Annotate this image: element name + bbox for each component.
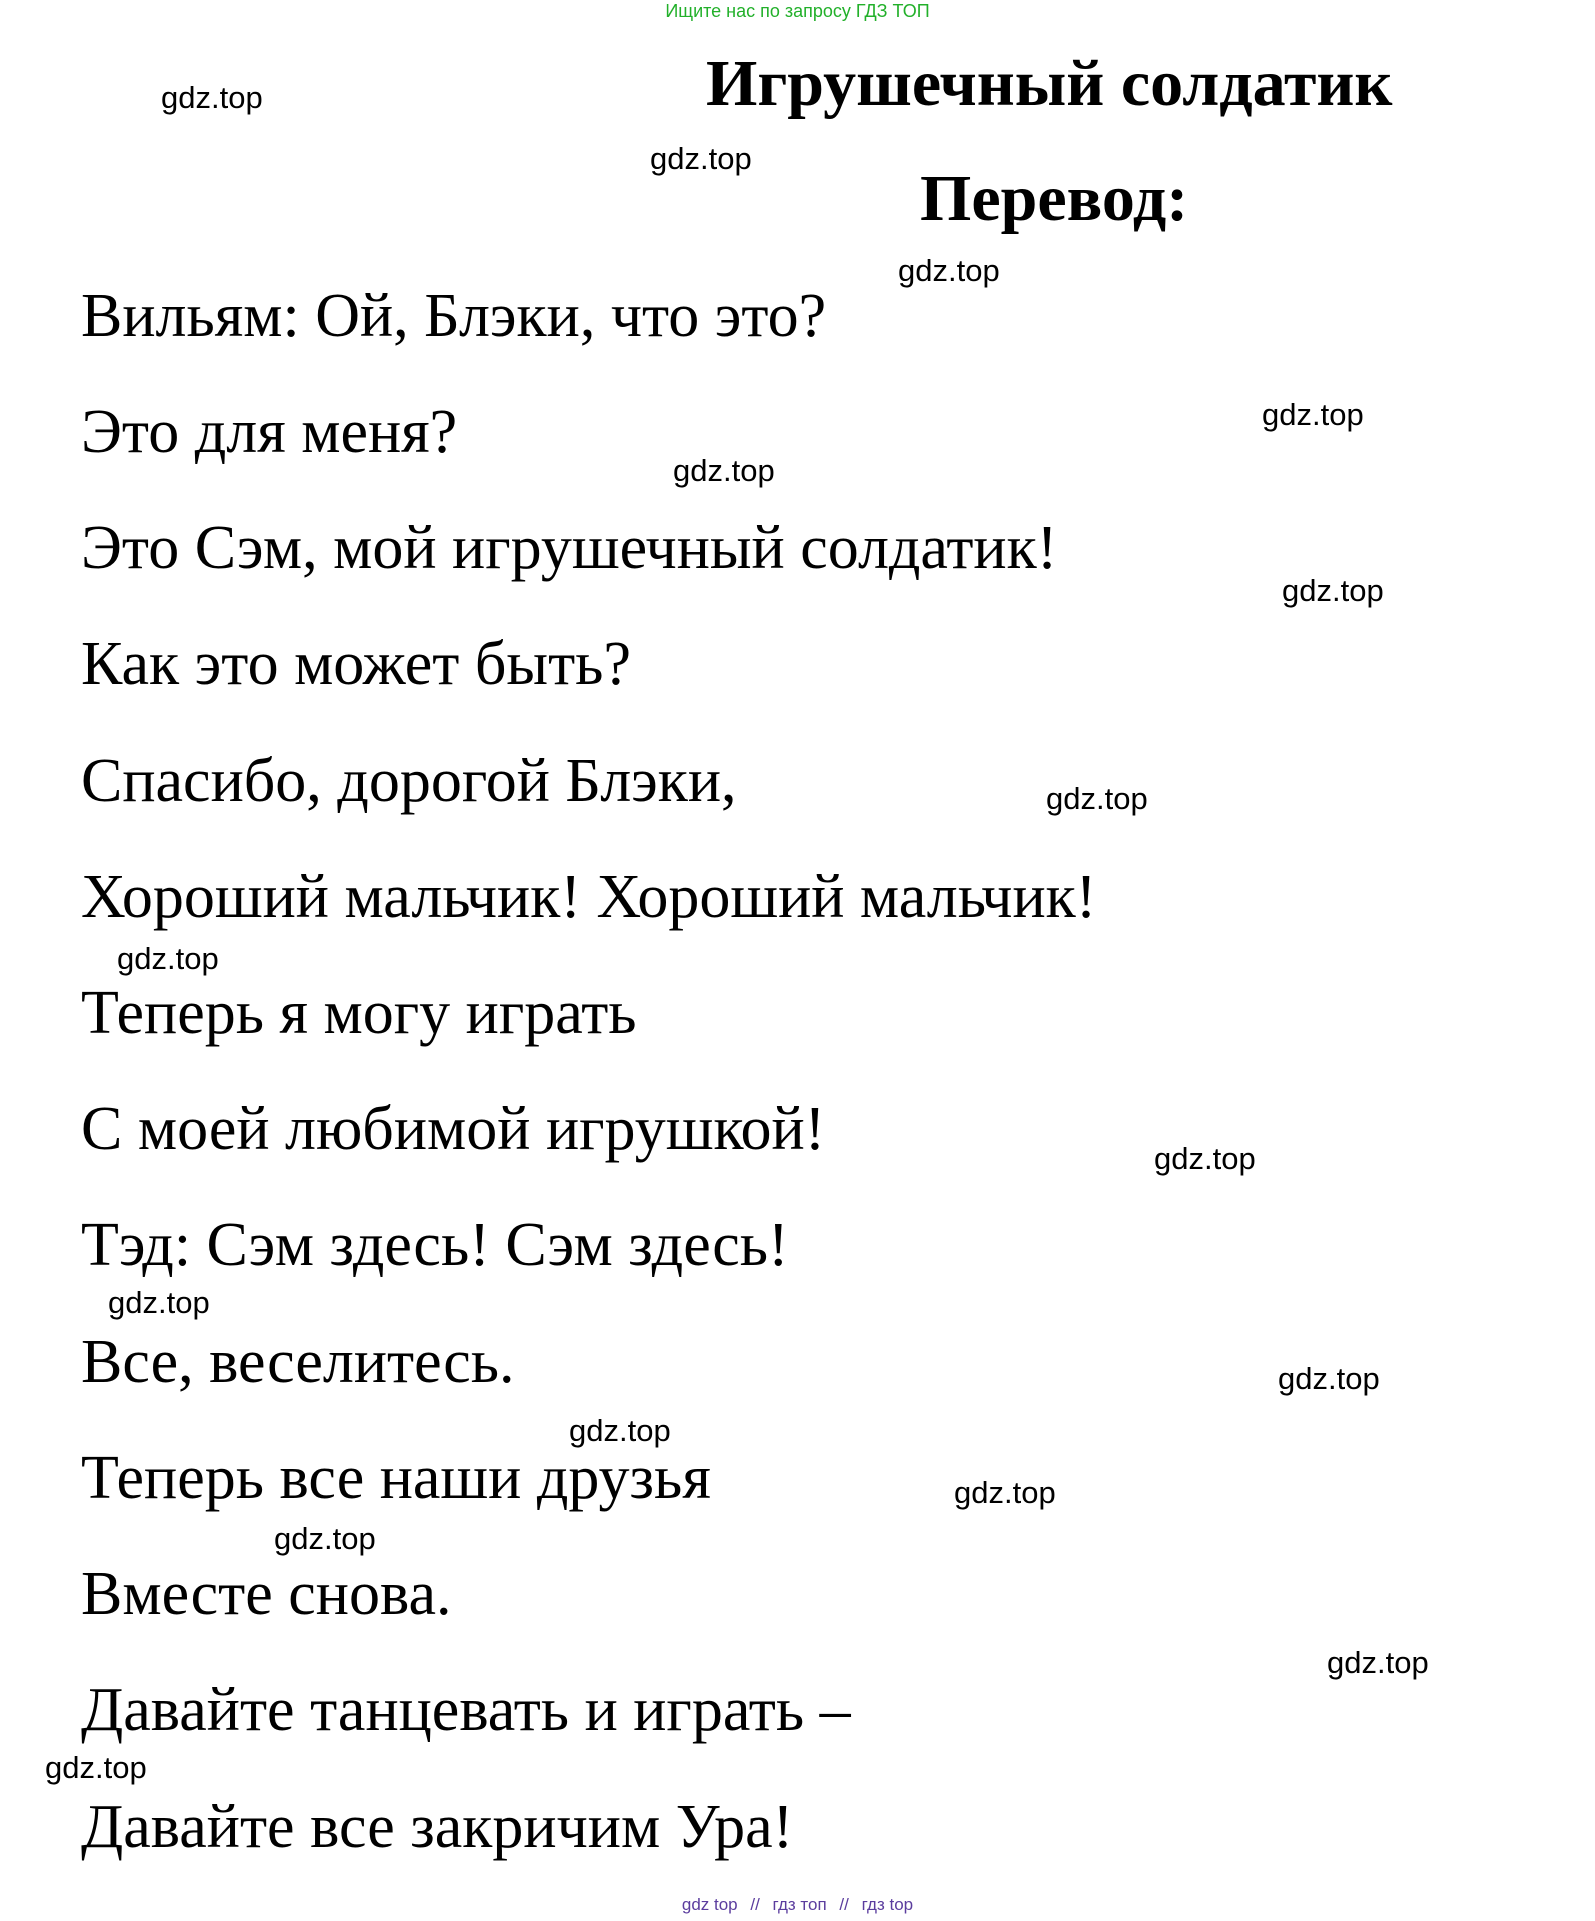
- text-line: Все, веселитесь.: [81, 1328, 515, 1396]
- top-banner: Ищите нас по запросу ГДЗ ТОП: [665, 1, 930, 21]
- text-line: Это для меня?: [81, 398, 458, 466]
- watermark: gdz.top: [898, 253, 1000, 288]
- text-line: Давайте все закричим Ура!: [81, 1793, 794, 1861]
- text-line: Теперь все наши друзья: [81, 1444, 711, 1512]
- watermark: gdz.top: [1154, 1141, 1256, 1176]
- text-line: С моей любимой игрушкой!: [81, 1095, 826, 1163]
- footer-link-gdz-top-mixed[interactable]: гдз top: [861, 1895, 914, 1914]
- watermark: gdz.top: [954, 1475, 1056, 1510]
- text-line: Теперь я могу играть: [81, 979, 637, 1047]
- watermark: gdz.top: [569, 1413, 671, 1448]
- text-line: Спасибо, дорогой Блэки,: [81, 747, 737, 815]
- footer-link-gdz-top-ru[interactable]: гдз топ: [772, 1895, 827, 1914]
- watermark: gdz.top: [1046, 781, 1148, 816]
- watermark: gdz.top: [117, 941, 219, 976]
- text-line: Вильям: Ой, Блэки, что это?: [81, 282, 827, 350]
- watermark: gdz.top: [1327, 1645, 1429, 1680]
- text-line: Хороший мальчик! Хороший мальчик!: [81, 863, 1097, 931]
- watermark: gdz.top: [274, 1521, 376, 1556]
- watermark: gdz.top: [161, 80, 263, 115]
- text-line: Как это может быть?: [81, 630, 631, 698]
- footer-link-gdz-top[interactable]: gdz top: [681, 1895, 738, 1914]
- text-line: Это Сэм, мой игрушечный солдатик!: [81, 514, 1058, 582]
- page-title: Игрушечный солдатик: [706, 47, 1393, 120]
- watermark: gdz.top: [1262, 397, 1364, 432]
- footer: [0, 1894, 1595, 1916]
- watermark: gdz.top: [1278, 1361, 1380, 1396]
- footer-separator: //: [750, 1895, 760, 1914]
- footer-separator: //: [839, 1895, 849, 1914]
- watermark: gdz.top: [1282, 573, 1384, 608]
- watermark: gdz.top: [650, 141, 752, 176]
- watermark: gdz.top: [108, 1285, 210, 1320]
- text-line: Вместе снова.: [81, 1560, 452, 1628]
- watermark: gdz.top: [45, 1750, 147, 1785]
- text-line: Тэд: Сэм здесь! Сэм здесь!: [81, 1211, 789, 1279]
- text-line: Давайте танцевать и играть –: [81, 1676, 851, 1744]
- watermark: gdz.top: [673, 453, 775, 488]
- translation-heading: Перевод:: [920, 162, 1189, 235]
